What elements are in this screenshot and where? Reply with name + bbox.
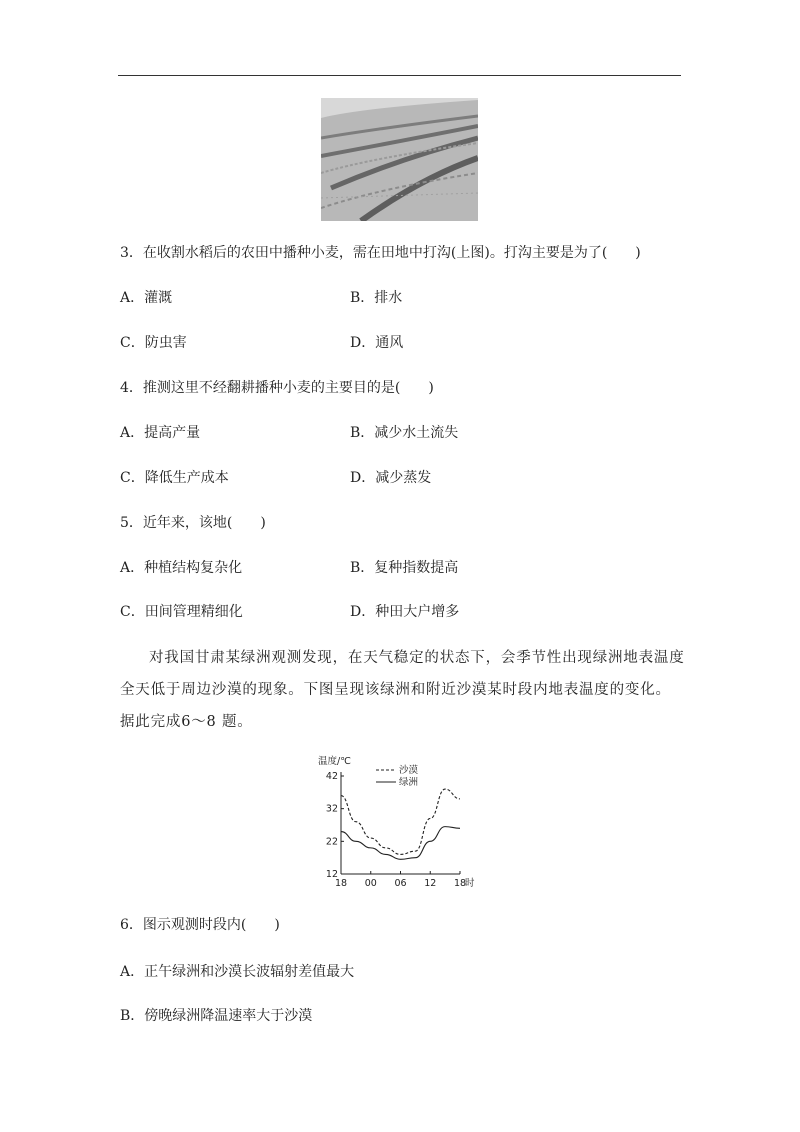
q4-option-c[interactable]: C．降低生产成本 bbox=[120, 470, 229, 486]
q4-option-d[interactable]: D．减少蒸发 bbox=[350, 470, 432, 486]
x-tick-label: 06 bbox=[394, 878, 407, 889]
q5-option-d[interactable]: D．种田大户增多 bbox=[350, 604, 460, 620]
x-tick-label: 12 bbox=[424, 878, 437, 889]
series-line-oasis bbox=[341, 827, 460, 860]
question-4-stem: 4．推测这里不经翻耕播种小麦的主要目的是( ) bbox=[120, 380, 434, 396]
x-tick-label: 00 bbox=[364, 878, 377, 889]
q3-option-c[interactable]: C．防虫害 bbox=[120, 335, 187, 351]
y-tick-label: 12 bbox=[325, 869, 338, 880]
y-tick-label: 32 bbox=[325, 803, 338, 815]
legend-label: 绿洲 bbox=[399, 777, 419, 788]
q6-option-a[interactable]: A．正午绿洲和沙漠长波辐射差值最大 bbox=[120, 964, 355, 980]
y-axis-label: 温度/℃ bbox=[318, 756, 351, 767]
q5-option-c[interactable]: C．田间管理精细化 bbox=[120, 604, 243, 620]
x-tick-label: 18 bbox=[453, 878, 467, 889]
passage-text: 对我国甘肃某绿洲观测发现，在天气稳定的状态下，会季节性出现绿洲地表温度全天低于周边沙漠的现象。下图呈现该绿洲和附近沙漠某时段内地表温度的变化。据此完成6～8 题。 bbox=[120, 650, 685, 730]
q5-option-a[interactable]: A．种植结构复杂化 bbox=[120, 560, 243, 576]
q3-option-d[interactable]: D．通风 bbox=[350, 335, 404, 351]
q3-option-b[interactable]: B．排水 bbox=[350, 290, 403, 306]
x-tick-label: 18 bbox=[334, 878, 348, 889]
q3-option-a[interactable]: A．灌溉 bbox=[120, 290, 173, 306]
question-5-stem: 5．近年来，该地( ) bbox=[120, 515, 266, 531]
question-3-stem: 3．在收割水稻后的农田中播种小麦，需在田地中打沟(上图)。打沟主要是为了( ) bbox=[120, 245, 641, 261]
question-6-stem: 6．图示观测时段内( ) bbox=[120, 917, 280, 933]
field-photo bbox=[321, 98, 478, 221]
q5-option-b[interactable]: B．复种指数提高 bbox=[350, 560, 459, 576]
y-tick-label: 22 bbox=[325, 836, 338, 848]
q4-option-b[interactable]: B．减少水土流失 bbox=[350, 425, 459, 441]
y-tick-label: 42 bbox=[325, 771, 338, 782]
x-axis-label: 时 bbox=[465, 878, 475, 889]
q4-option-a[interactable]: A．提高产量 bbox=[120, 425, 201, 441]
header-rule bbox=[118, 75, 681, 76]
temperature-line-chart bbox=[314, 754, 484, 890]
q6-option-b[interactable]: B．傍晚绿洲降温速率大于沙漠 bbox=[120, 1008, 313, 1024]
legend-label: 沙漠 bbox=[399, 765, 419, 776]
series-line-desert bbox=[341, 789, 460, 854]
